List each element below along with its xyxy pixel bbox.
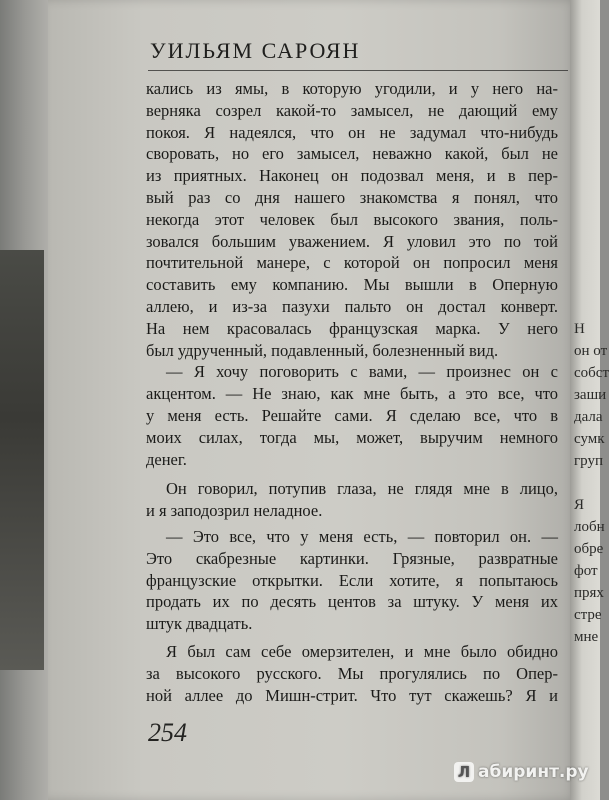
adjacent-fragment: дала	[574, 409, 603, 425]
labirint-watermark	[454, 762, 589, 782]
text-line: был удрученный, подавленный, болезненный вид.	[146, 340, 499, 360]
text-line: акцентом. — Не знаю, как мне быть, а это все, что	[146, 384, 558, 404]
text-line: Это скабрезные картинки. Грязные, развратные	[146, 548, 558, 568]
text-line: покоя. Я надеялся, что он не задумал что-нибудь	[146, 122, 558, 142]
text-line: и я заподозрил неладное.	[146, 501, 323, 521]
body-text	[146, 78, 558, 706]
background-shadow	[0, 250, 44, 670]
adjacent-fragment: Н	[574, 321, 585, 337]
text-line: кались из ямы, в которую угодили, и у него на-	[146, 79, 558, 98]
text-line: некогда этот человек был высокого звания, поль-	[146, 209, 558, 229]
adjacent-fragment: Я	[574, 497, 585, 513]
watermark-text: абиринт.ру	[478, 762, 589, 782]
adjacent-fragment: груп	[574, 453, 603, 469]
text-line: французские открытки. Если хотите, я попытаюсь	[146, 570, 558, 590]
text-line: аллею, и из-за пазухи пальто он достал конверт.	[146, 296, 558, 316]
text-line: за высокого русского. Мы прогулялись по Опер-	[146, 663, 558, 683]
header-rule	[148, 70, 568, 71]
text-line: На нем красовалась французская марка. У него	[146, 318, 558, 338]
page-number: 254	[148, 718, 187, 747]
text-line: денег.	[146, 449, 187, 469]
adjacent-fragment: лобн	[574, 519, 605, 535]
adjacent-fragment: обре	[574, 541, 604, 557]
labirint-logo-icon: Л	[454, 762, 474, 782]
adjacent-fragment: фот	[574, 563, 598, 579]
text-line: своровать, но его замысел, неважно какой, был не	[146, 144, 558, 164]
adjacent-fragment: заши	[574, 387, 607, 403]
adjacent-fragment: собст	[574, 365, 609, 381]
text-line: из приятных. Наконец он подозвал меня, и в пер-	[146, 166, 558, 186]
text-line: продать их по десять центов за штуку. У меня их	[146, 592, 558, 612]
adjacent-fragment: сумк	[574, 431, 605, 447]
adjacent-page	[570, 0, 609, 800]
text-line: Я был сам себе омерзителен, и мне было обидно	[166, 641, 558, 661]
adjacent-fragment: прях	[574, 585, 604, 601]
text-line: вый раз со дня нашего знакомства я понял, что	[146, 187, 558, 207]
adjacent-fragment: он от	[574, 343, 608, 359]
text-line: штук двадцать.	[146, 614, 253, 634]
adjacent-fragment: мне	[574, 629, 599, 645]
text-line: верняка созрел какой-то замысел, не дающий ему	[146, 100, 558, 120]
text-line: составить ему компанию. Мы вышли в Оперную	[146, 275, 558, 295]
adjacent-fragment: стре	[574, 607, 602, 623]
text-line: у меня есть. Решайте сами. Я сделаю все, что в	[146, 405, 558, 425]
text-line: ной аллее до Мишн-стрит. Что тут скажешь? Я и	[146, 685, 558, 705]
text-line: — Это все, что у меня есть, — повторил он. —	[166, 526, 558, 546]
text-line: почтительной манере, с которой он попросил меня	[146, 253, 558, 273]
text-line: моих силах, тогда мы, может, выручим немного	[146, 427, 558, 447]
text-line: Он говорил, потупив глаза, не глядя мне в лицо,	[166, 479, 558, 499]
text-line: зовался большим уважением. Я уловил это по той	[146, 231, 558, 251]
text-line: — Я хочу поговорить с вами, — произнес он с	[166, 362, 558, 382]
running-header-author: УИЛЬЯМ САРОЯН	[150, 38, 361, 63]
